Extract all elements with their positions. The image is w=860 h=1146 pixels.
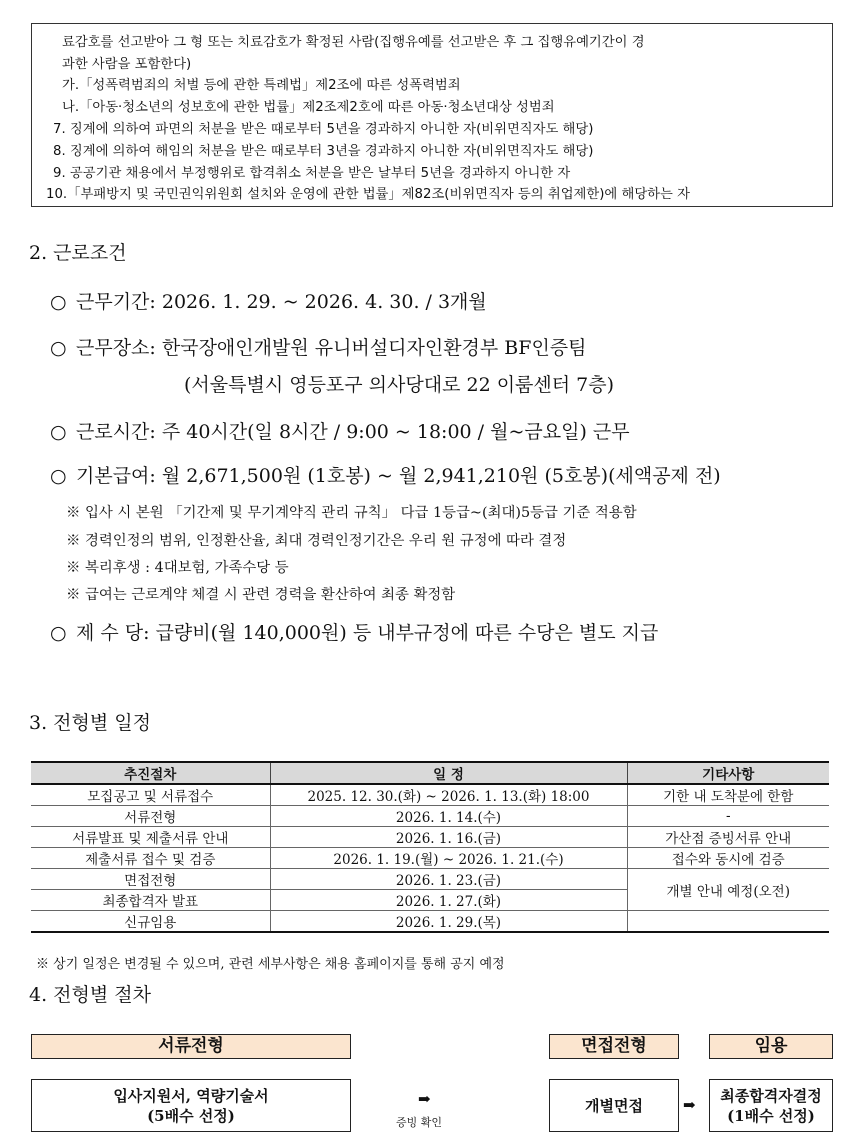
box-line: 10.「부패방지 및 국민권익위원회 설치와 운영에 관한 법률」제82조(비위면직자 등의 취업제한)에 해당하는 자 [46, 187, 690, 202]
circle-bullet: ○ [50, 291, 67, 313]
circle-bullet: ○ [50, 337, 67, 359]
header-step: 추진절차 [31, 762, 270, 784]
box-line: 과한 사람을 포함한다) [62, 57, 192, 72]
work-place-text: 근무장소: 한국장애인개발원 유니버설디자인환경부 BF인증팀 [76, 337, 587, 359]
arrow-label: 증빙 확인 [396, 1116, 443, 1129]
date-cell: 2026. 1. 27.(화) [270, 890, 627, 911]
work-period-text: 근무기간: 2026. 1. 29. ~ 2026. 4. 30. / 3개월 [76, 291, 487, 313]
table-row [31, 827, 829, 848]
arrow-right-icon: ➡ [418, 1090, 431, 1108]
work-hours-text: 근로시간: 주 40시간(일 8시간 / 9:00 ~ 18:00 / 월~금요일) 근무 [76, 421, 630, 443]
box-line: 8. 징계에 의하여 해임의 처분을 받은 때로부터 3년을 경과하지 아니한 자(비위면직자도 해당) [53, 144, 594, 159]
note-cell [627, 911, 829, 933]
document-screening-line2: (5배수 선정) [147, 1106, 235, 1125]
note-cell: 접수와 동시에 검증 [627, 848, 829, 869]
step-cell: 서류발표 및 제출서류 안내 [31, 827, 270, 848]
final-decision-line1: 최종합격자결정 [720, 1086, 822, 1105]
date-cell: 2026. 1. 29.(목) [270, 911, 627, 933]
date-cell: 2026. 1. 23.(금) [270, 869, 627, 890]
step-cell: 신규임용 [31, 911, 270, 933]
circle-bullet: ○ [50, 622, 67, 644]
work-period [50, 287, 487, 314]
box-line: 9. 공공기관 채용에서 부정행위로 합격취소 처분을 받은 날부터 5년을 경과하지 아니한 자 [53, 166, 571, 181]
step-cell: 최종합격자 발표 [31, 890, 270, 911]
allowance-text: 제 수 당: 급량비(월 140,000원) 등 내부규정에 따른 수당은 별도 지급 [76, 622, 659, 644]
table-row [31, 784, 829, 806]
final-decision-box [709, 1079, 833, 1132]
step-cell: 제출서류 접수 및 검증 [31, 848, 270, 869]
work-address: (서울특별시 영등포구 의사당대로 22 이룸센터 7층) [184, 374, 615, 396]
note-cell: - [627, 806, 829, 827]
stage-appointment: 임용 [709, 1034, 833, 1059]
note-cell: 개별 안내 예정(오전) [627, 869, 829, 911]
table-row [31, 911, 829, 933]
allowance [50, 618, 658, 645]
table-header-row [31, 762, 829, 784]
arrow-right-icon: ➡ [683, 1096, 696, 1114]
box-line: 가.「성폭력범죄의 처벌 등에 관한 특례법」제2조에 따른 성폭력범죄 [62, 78, 461, 93]
date-cell: 2026. 1. 14.(수) [270, 806, 627, 827]
step-cell: 면접전형 [31, 869, 270, 890]
box-line: 나.「아동·청소년의 성보호에 관한 법률」제2조제2호에 따른 아동·청소년대상 성범죄 [62, 100, 555, 115]
date-cell: 2025. 12. 30.(화) ~ 2026. 1. 13.(화) 18:00 [270, 784, 627, 806]
individual-interview-box: 개별면접 [549, 1079, 679, 1132]
disqualification-box [31, 23, 833, 207]
note-cell: 가산점 증빙서류 안내 [627, 827, 829, 848]
date-cell: 2026. 1. 19.(월) ~ 2026. 1. 21.(수) [270, 848, 627, 869]
box-line: 7. 징계에 의하여 파면의 처분을 받은 때로부터 5년을 경과하지 아니한 자(비위면직자도 해당) [53, 122, 594, 137]
salary-note: ※ 경력인정의 범위, 인정환산율, 최대 경력인정기간은 우리 원 규정에 따라 결정 [66, 533, 567, 549]
header-date: 일 정 [270, 762, 627, 784]
box-line: 료감호를 선고받아 그 형 또는 치료감호가 확정된 사람(집행유예를 선고받은 후 그 집행유예기간이 경 [62, 35, 645, 50]
header-note: 기타사항 [627, 762, 829, 784]
table-row [31, 869, 829, 890]
salary-note: ※ 복리후생 : 4대보험, 가족수당 등 [66, 560, 289, 576]
base-salary [50, 461, 721, 488]
stage-interview: 면접전형 [549, 1034, 679, 1059]
step-cell: 서류전형 [31, 806, 270, 827]
salary-note: ※ 급여는 근로계약 체결 시 관련 경력을 환산하여 최종 확정함 [66, 587, 456, 603]
schedule-footnote: ※ 상기 일정은 변경될 수 있으며, 관련 세부사항은 채용 홈페이지를 통해 공지 예정 [36, 957, 505, 972]
document-screening-box [31, 1079, 351, 1132]
schedule-table [31, 761, 829, 933]
date-cell: 2026. 1. 16.(금) [270, 827, 627, 848]
note-cell: 기한 내 도착분에 한함 [627, 784, 829, 806]
final-decision-line2: (1배수 선정) [727, 1106, 815, 1125]
stage-document-screening: 서류전형 [31, 1034, 351, 1059]
table-row [31, 848, 829, 869]
table-row [31, 806, 829, 827]
circle-bullet: ○ [50, 421, 67, 443]
base-salary-text: 기본급여: 월 2,671,500원 (1호봉) ~ 월 2,941,210원 (5호봉)(세액공제 전) [76, 465, 721, 487]
work-hours [50, 417, 630, 444]
section-title-procedure: 4. 전형별 절차 [29, 984, 151, 1006]
section-title-schedule: 3. 전형별 일정 [29, 712, 151, 734]
section-title-working-conditions: 2. 근로조건 [29, 242, 127, 264]
step-cell: 모집공고 및 서류접수 [31, 784, 270, 806]
salary-note: ※ 입사 시 본원 「기간제 및 무기계약직 관리 규칙」 다급 1등급~(최대)5등급 기준 적용함 [66, 505, 637, 521]
work-place [50, 333, 587, 360]
circle-bullet: ○ [50, 465, 67, 487]
document-screening-line1: 입사지원서, 역량기술서 [113, 1086, 269, 1105]
